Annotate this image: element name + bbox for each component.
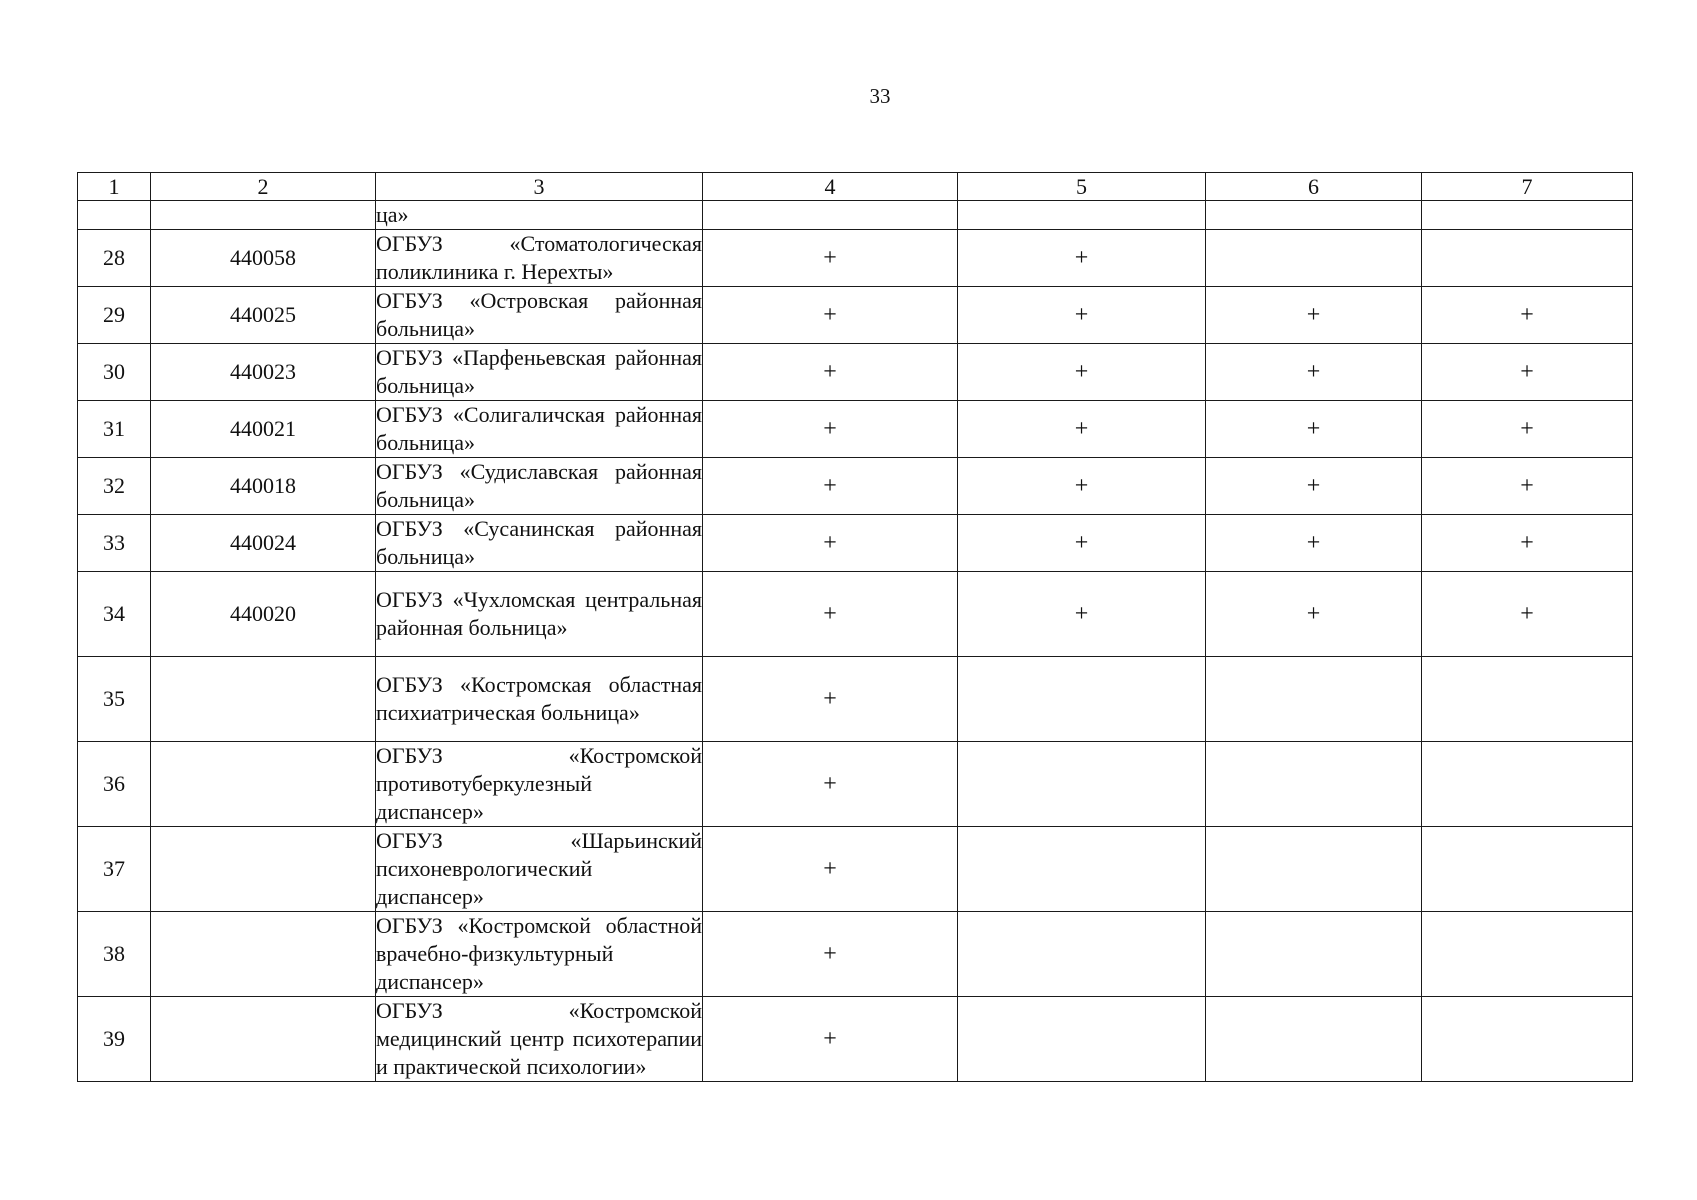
row-number: 33: [78, 515, 151, 572]
row-mark-col6: [1206, 742, 1422, 827]
row-number: 29: [78, 287, 151, 344]
row-code: 440025: [151, 287, 376, 344]
header-cell: 2: [151, 173, 376, 201]
header-cell: 7: [1422, 173, 1633, 201]
header-cell: 1: [78, 173, 151, 201]
row-code: [151, 912, 376, 997]
row-number: 38: [78, 912, 151, 997]
table-row: [78, 572, 1633, 657]
row-mark-col6: +: [1206, 401, 1422, 458]
row-code: 440021: [151, 401, 376, 458]
row-mark-col5: [958, 997, 1206, 1082]
row-mark-col4: +: [703, 827, 958, 912]
row-mark-col5: +: [958, 287, 1206, 344]
row-code: 440018: [151, 458, 376, 515]
header-cell: 6: [1206, 173, 1422, 201]
row-code: [151, 827, 376, 912]
row-mark-col7: [1422, 742, 1633, 827]
row-mark-col4: +: [703, 572, 958, 657]
row-name: ца»: [376, 201, 703, 230]
row-mark-col5: +: [958, 515, 1206, 572]
row-mark-col5: +: [958, 572, 1206, 657]
page-number: 33: [869, 84, 891, 108]
row-mark-col7: +: [1422, 458, 1633, 515]
row-number: 32: [78, 458, 151, 515]
row-mark-col4: +: [703, 401, 958, 458]
table-row: [78, 287, 1633, 344]
table-row: [78, 742, 1633, 827]
header-cell: 4: [703, 173, 958, 201]
row-mark-col7: [1422, 230, 1633, 287]
row-mark-col4: +: [703, 742, 958, 827]
row-name: ОГБУЗ «Костромской противотуберкулезный диспансер»: [376, 742, 703, 827]
row-mark-col5: +: [958, 458, 1206, 515]
row-name: ОГБУЗ «Судиславская районная больница»: [376, 458, 703, 515]
row-mark-col6: +: [1206, 344, 1422, 401]
row-mark-col6: [1206, 827, 1422, 912]
row-number: 28: [78, 230, 151, 287]
row-name: ОГБУЗ «Костромская областная психиатрическая больница»: [376, 657, 703, 742]
row-code: [151, 742, 376, 827]
row-mark-col6: [1206, 230, 1422, 287]
row-mark-col4: +: [703, 515, 958, 572]
table-row: [78, 201, 1633, 230]
row-mark-col6: +: [1206, 458, 1422, 515]
row-mark-col6: +: [1206, 515, 1422, 572]
row-mark-col6: [1206, 657, 1422, 742]
row-number: 31: [78, 401, 151, 458]
row-mark-col6: +: [1206, 572, 1422, 657]
table-row: [78, 657, 1633, 742]
row-name: ОГБУЗ «Парфеньевская районная больница»: [376, 344, 703, 401]
row-mark-col6: +: [1206, 287, 1422, 344]
row-name: ОГБУЗ «Солигаличская районная больница»: [376, 401, 703, 458]
row-mark-col6: [1206, 997, 1422, 1082]
row-mark-col5: +: [958, 344, 1206, 401]
row-number: 35: [78, 657, 151, 742]
row-mark-col5: [958, 827, 1206, 912]
row-mark-col7: +: [1422, 572, 1633, 657]
row-number: 30: [78, 344, 151, 401]
header-row: [78, 173, 1633, 201]
row-mark-col5: +: [958, 401, 1206, 458]
table-row: [78, 827, 1633, 912]
row-mark-col5: [958, 657, 1206, 742]
row-code: [151, 997, 376, 1082]
table-row: [78, 230, 1633, 287]
row-mark-col4: +: [703, 657, 958, 742]
row-code: [151, 201, 376, 230]
table-row: [78, 912, 1633, 997]
row-code: 440058: [151, 230, 376, 287]
row-mark-col4: +: [703, 997, 958, 1082]
row-mark-col7: [1422, 997, 1633, 1082]
row-name: ОГБУЗ «Костромской областной врачебно-физкультурный диспансер»: [376, 912, 703, 997]
row-mark-col6: [1206, 201, 1422, 230]
row-mark-col7: +: [1422, 515, 1633, 572]
table-row: [78, 458, 1633, 515]
row-mark-col7: +: [1422, 401, 1633, 458]
table-row: [78, 515, 1633, 572]
row-code: 440023: [151, 344, 376, 401]
row-mark-col4: [703, 201, 958, 230]
row-name: ОГБУЗ «Сусанинская районная больница»: [376, 515, 703, 572]
facilities-table: [77, 172, 1633, 1082]
row-code: [151, 657, 376, 742]
row-mark-col5: [958, 742, 1206, 827]
row-mark-col5: [958, 201, 1206, 230]
row-mark-col4: +: [703, 912, 958, 997]
row-mark-col4: +: [703, 287, 958, 344]
row-name: ОГБУЗ «Шарьинский психоневрологический диспансер»: [376, 827, 703, 912]
row-number: [78, 201, 151, 230]
row-code: 440020: [151, 572, 376, 657]
row-mark-col4: +: [703, 458, 958, 515]
row-number: 37: [78, 827, 151, 912]
row-number: 39: [78, 997, 151, 1082]
row-name: ОГБУЗ «Костромской медицинский центр психотерапии и практической психологии»: [376, 997, 703, 1082]
row-mark-col7: [1422, 912, 1633, 997]
row-mark-col7: [1422, 827, 1633, 912]
row-name: ОГБУЗ «Стоматологическая поликлиника г. Нерехты»: [376, 230, 703, 287]
row-mark-col4: +: [703, 344, 958, 401]
row-mark-col6: [1206, 912, 1422, 997]
table-row: [78, 401, 1633, 458]
row-mark-col5: [958, 912, 1206, 997]
row-mark-col7: [1422, 201, 1633, 230]
row-mark-col4: +: [703, 230, 958, 287]
row-name: ОГБУЗ «Чухломская центральная районная больница»: [376, 572, 703, 657]
table-row: [78, 344, 1633, 401]
row-number: 34: [78, 572, 151, 657]
row-name: ОГБУЗ «Островская районная больница»: [376, 287, 703, 344]
row-mark-col7: +: [1422, 344, 1633, 401]
header-cell: 3: [376, 173, 703, 201]
row-number: 36: [78, 742, 151, 827]
row-mark-col5: +: [958, 230, 1206, 287]
row-mark-col7: +: [1422, 287, 1633, 344]
table-row: [78, 997, 1633, 1082]
header-cell: 5: [958, 173, 1206, 201]
row-mark-col7: [1422, 657, 1633, 742]
row-code: 440024: [151, 515, 376, 572]
